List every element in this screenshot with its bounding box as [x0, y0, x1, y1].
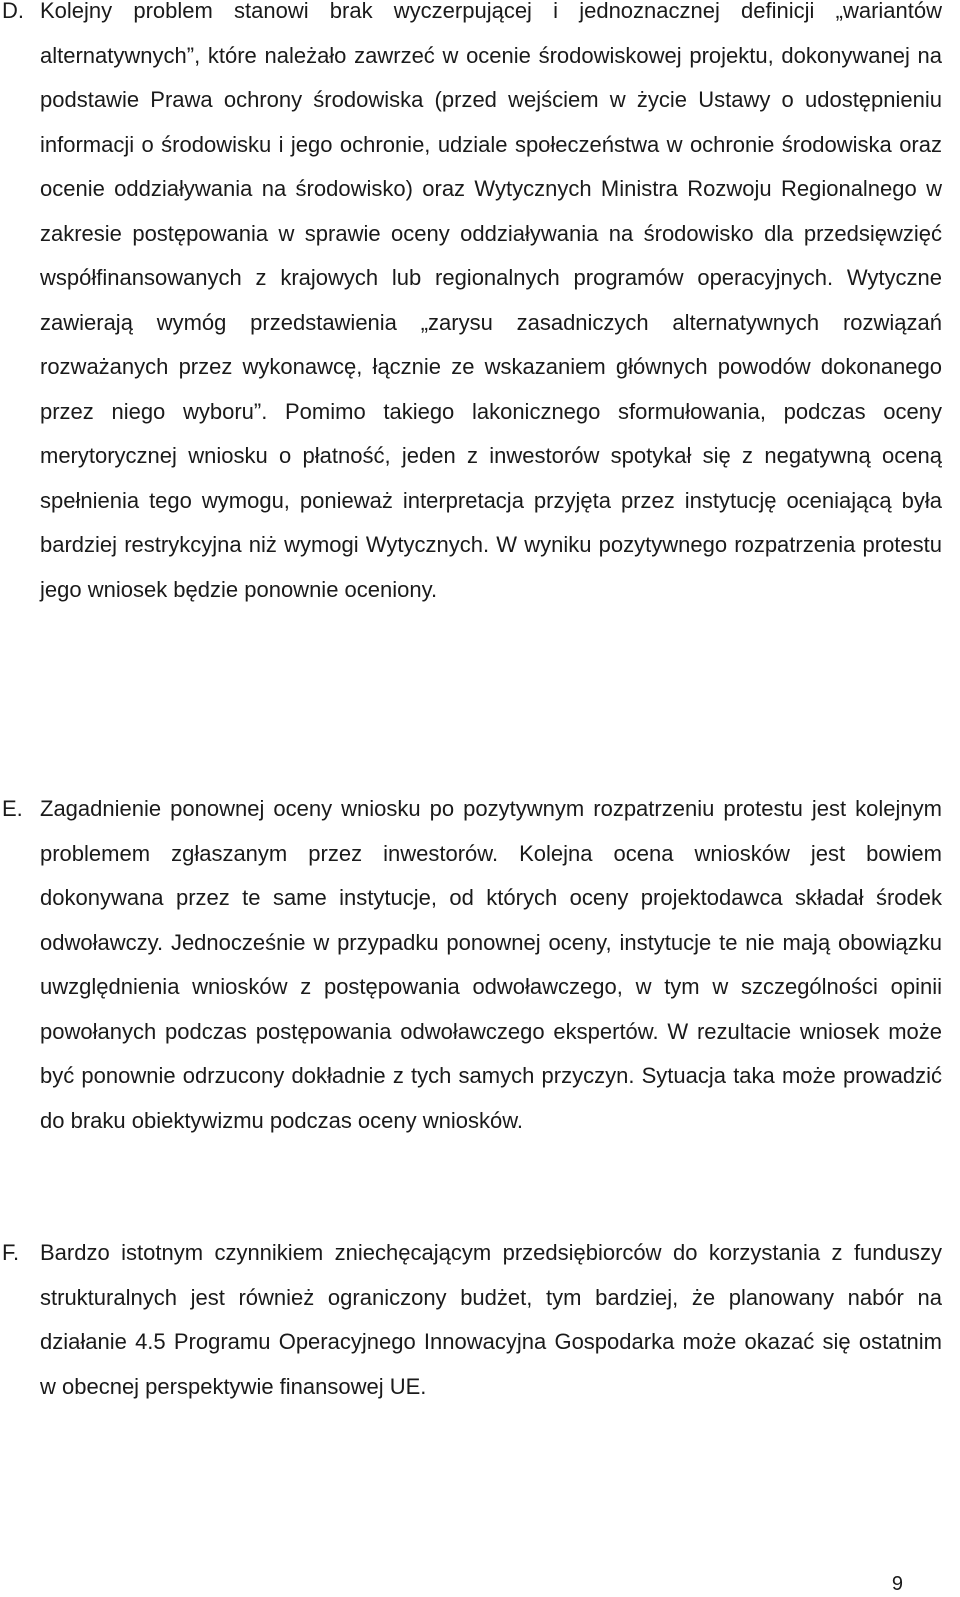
section-paragraph: Zagadnienie ponownej oceny wniosku po pozytywnym rozpatrzeniu protestu jest kolejnym problemem zgłaszanym przez inwestorów. Kolejna ocena wniosków jest bowiem dokonywana przez te same instytucje, od których oceny projektodawca składał środek odwoławczy. Jednocześnie w przypadku ponownej oceny, instytucje te nie mają obowiązku uwzględnienia wniosków z postępowania odwoławczego, w tym w szczególności opinii powołanych podczas postępowania odwoławczego ekspertów. W rezultacie wniosek może być ponownie odrzucony dokładnie z tych samych przyczyn. Sytuacja taka może prowadzić do braku obiektywizmu podczas oceny wniosków. — [40, 796, 942, 1133]
section-paragraph: Bardzo istotnym czynnikiem zniechęcającym przedsiębiorców do korzystania z funduszy strukturalnych jest również ograniczony budżet, tym bardziej, że planowany nabór na działanie 4.5 Programu Operacyjnego Innowacyjna Gospodarka może okazać się ostatnim w obecnej perspektywie finansowej UE. — [40, 1240, 942, 1399]
page-number: 9 — [891, 1573, 903, 1595]
section-marker: D. — [2, 0, 24, 23]
section-marker: F. — [2, 1240, 20, 1265]
section-paragraph: Kolejny problem stanowi brak wyczerpującej i jednoznacznej definicji „wariantów alternatywnych”, które należało zawrzeć w ocenie środowiskowej projektu, dokonywanej na podstawie Prawa ochrony środowiska (przed wejściem w życie Ustawy o udostępnieniu informacji o środowisku i jego ochronie, udziale społeczeństwa w ochronie środowiska oraz ocenie oddziaływania na środowisko) oraz Wytycznych Ministra Rozwoju Regionalnego w zakresie postępowania w sprawie oceny oddziaływania na środowisko dla przedsięwzięć współfinansowanych z krajowych lub regionalnych programów operacyjnych. Wytyczne zawierają wymóg przedstawienia „zarysu zasadniczych alternatywnych rozwiązań rozważanych przez wykonawcę, łącznie ze wskazaniem głównych powodów dokonanego przez niego wyboru”. Pomimo takiego lakonicznego sformułowania, podczas oceny merytorycznej wniosku o płatność, jeden z inwestorów spotykał się z negatywną oceną spełnienia tego wymogu, ponieważ interpretacja przyjęta przez instytucję oceniającą była bardziej restrykcyjna niż wymogi Wytycznych. W wyniku pozytywnego rozpatrzenia protestu jego wniosek będzie ponownie oceniony. — [40, 0, 942, 602]
section-marker: E. — [2, 796, 23, 821]
